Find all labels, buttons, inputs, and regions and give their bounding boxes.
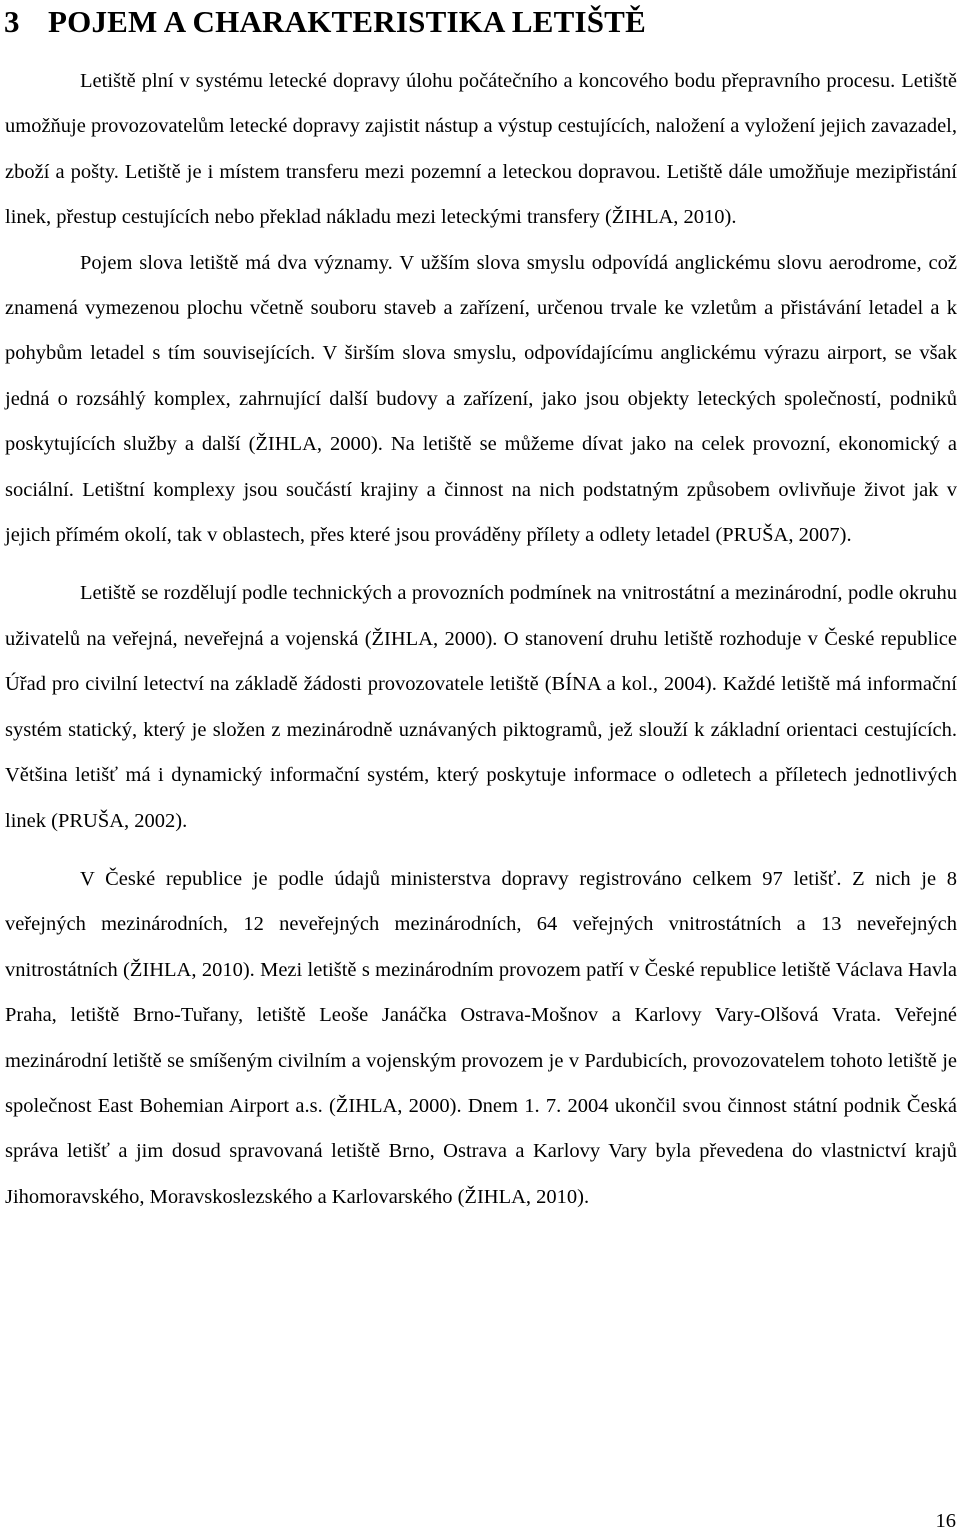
section-number: 3: [4, 4, 20, 39]
body-text: [5, 59, 957, 1220]
page-number: 16: [935, 1510, 956, 1532]
paragraph-airport-classification: Letiště se rozdělují podle technických a provozních podmínek na vnitrostátní a mezinárodní, podle okruhu uživatelů na veřejná, neveřejná a vojenská (ŽIHLA, 2000). O stanovení druhu letiště rozhoduje v České republice Úřad pro civilní letectví na základě žádosti provozovatele letiště (BÍNA a kol., 2004). Každé letiště má informační systém statický, který je složen z mezinárodně uznávaných piktogramů, jež slouží k základní orientaci cestujících. Většina letišť má i dynamický informační systém, který poskytuje informace o odletech a příletech jednotlivých linek (PRUŠA, 2002).: [5, 582, 957, 832]
paragraph-airport-role: Letiště plní v systému letecké dopravy úlohu počátečního a koncového bodu přepravního procesu. Letiště umožňuje provozovatelům letecké dopravy zajistit nástup a výstup cestujících, naložení a vyložení jejich zavazadel, zboží a pošty. Letiště je i místem transferu mezi pozemní a leteckou dopravou. Letiště dále umožňuje mezipřistání linek, přestup cestujících nebo překlad nákladu mezi leteckými transfery (ŽIHLA, 2010).: [5, 70, 957, 229]
section-heading: [4, 0, 646, 44]
paragraph-czech-airports: V České republice je podle údajů ministerstva dopravy registrováno celkem 97 letišť. Z nich je 8 veřejných mezinárodních, 12 neveřejných mezinárodních, 64 veřejných vnitrostátních a 13 neveřejných vnitrostátních (ŽIHLA, 2010). Mezi letiště s mezinárodním provozem patří v České republice letiště Václava Havla Praha, letiště Brno-Tuřany, letiště Leoše Janáčka Ostrava-Mošnov a Karlovy Vary-Olšová Vrata. Veřejné mezinárodní letiště se smíšeným civilním a vojenským provozem je v Pardubicích, provozovatelem tohoto letiště je společnost East Bohemian Airport a.s. (ŽIHLA, 2000). Dnem 1. 7. 2004 ukončil svou činnost státní podnik Česká správa letišť a jim dosud spravovaná letiště Brno, Ostrava a Karlovy Vary byla převedena do vlastnictví krajů Jihomoravského, Moravskoslezského a Karlovarského (ŽIHLA, 2010).: [5, 867, 957, 1208]
section-title: POJEM A CHARAKTERISTIKA LETIŠTĚ: [48, 4, 646, 39]
paragraph-term-meanings: Pojem slova letiště má dva významy. V užším slova smyslu odpovídá anglickému slovu aerodrome, což znamená vymezenou plochu včetně souboru staveb a zařízení, určenou trvale ke vzletům a přistávání letadel a k pohybům letadel s tím souvisejících. V širším slova smyslu, odpovídajícímu anglickému výrazu airport, se však jedná o rozsáhlý komplex, zahrnující další budovy a zařízení, jako jsou objekty leteckých společností, podniků poskytujících služby a další (ŽIHLA, 2000). Na letiště se můžeme dívat jako na celek provozní, ekonomický a sociální. Letištní komplexy jsou součástí krajiny a činnost na nich podstatným způsobem ovlivňuje život jak v jejich přímém okolí, tak v oblastech, přes které jsou prováděny přílety a odlety letadel (PRUŠA, 2007).: [5, 251, 957, 547]
